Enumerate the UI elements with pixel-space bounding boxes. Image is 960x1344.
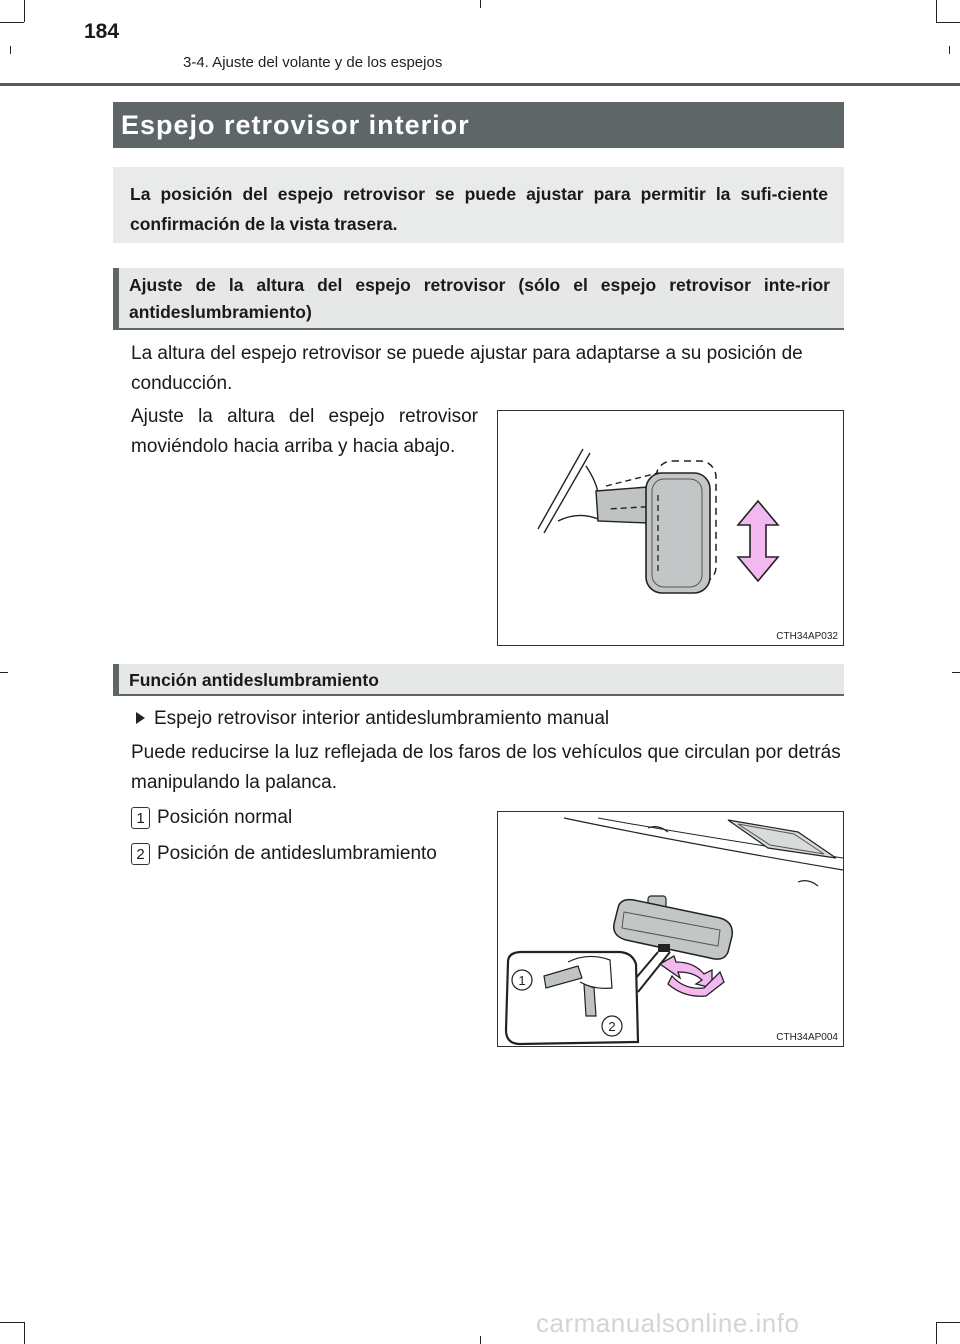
page-number: 184 (84, 20, 120, 43)
watermark: carmanualsonline.info (536, 1308, 800, 1338)
subheading-antiglare: Función antideslumbramiento (113, 664, 844, 696)
antiglare-bullet-text: Espejo retrovisor interior antideslumbramiento manual (154, 708, 610, 729)
item-label: Posición normal (157, 807, 293, 828)
antiglare-bullet (131, 704, 609, 734)
item-number: 1 (131, 807, 150, 829)
item-number: 2 (131, 843, 150, 865)
figure-callout: 1 (518, 973, 526, 988)
figure-mirror-height (497, 410, 844, 646)
item-label: Posición de antideslumbramiento (157, 843, 437, 864)
subheading-height-adjust: Ajuste de la altura del espejo retrovisor (sólo el espejo retrovisor inte-rior antideslumbramiento) (113, 268, 844, 330)
triangle-bullet-icon (136, 712, 145, 724)
antiglare-paragraph: Puede reducirse la luz reflejada de los faros de los vehículos que circulan por detrás manipulando la palanca. (131, 742, 841, 793)
height-adjust-paragraph: La altura del espejo retrovisor se puede ajustar para adaptarse a su posición de conducción. (131, 343, 803, 394)
header-rule (0, 83, 960, 86)
antiglare-illustration (498, 812, 843, 1046)
figure-code: CTH34AP004 (776, 1032, 838, 1043)
section-title: Espejo retrovisor interior (113, 102, 844, 148)
running-head: 3-4. Ajuste del volante y de los espejos (183, 54, 443, 71)
mirror-height-illustration (498, 411, 843, 645)
height-adjust-instruction: Ajuste la altura del espejo retrovisor moviéndolo hacia arriba y hacia abajo. (131, 406, 478, 457)
list-item (131, 839, 437, 869)
list-item (131, 803, 292, 833)
section-intro: La posición del espejo retrovisor se puede ajustar para permitir la sufi-ciente confirmación de la vista trasera. (113, 167, 844, 243)
figure-code: CTH34AP032 (776, 631, 838, 642)
figure-callout: 2 (608, 1019, 616, 1034)
figure-antiglare-lever (497, 811, 844, 1047)
double-arrow-icon (738, 501, 778, 581)
